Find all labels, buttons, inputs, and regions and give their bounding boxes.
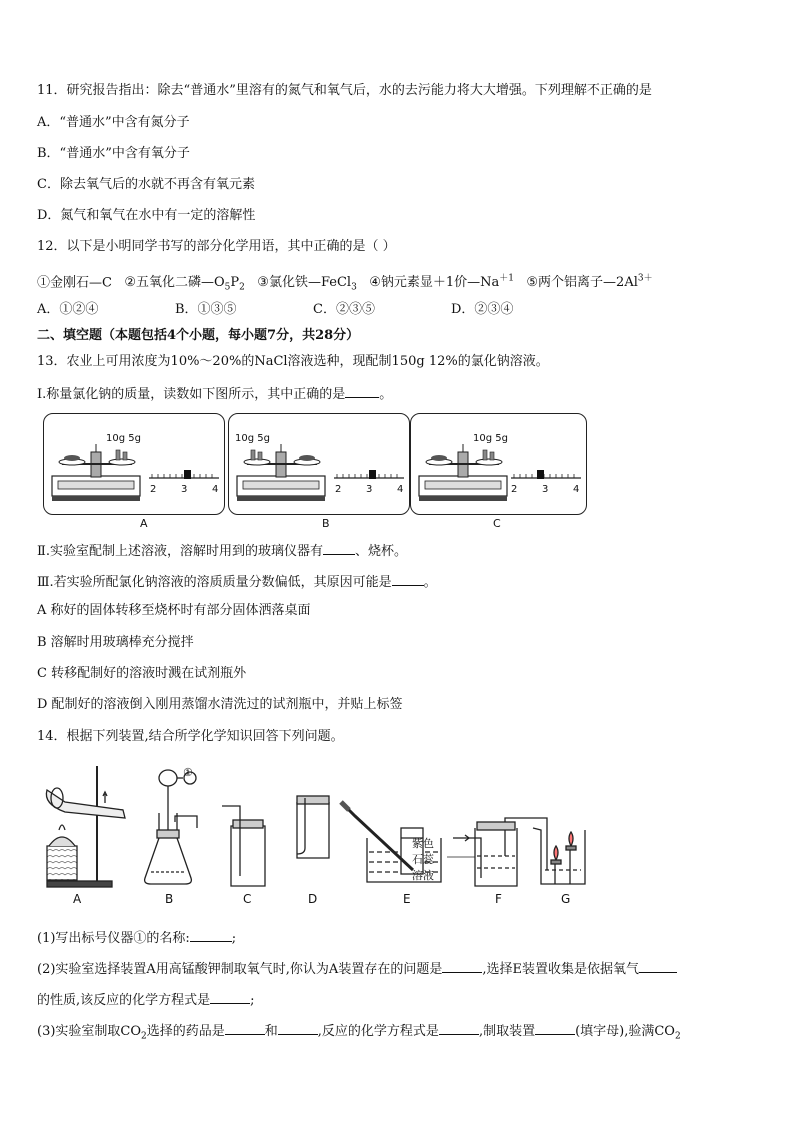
q12-item-4: ④钠元素显＋1价$—Na^{+1}$ xyxy=(369,274,514,291)
q13-part2: Ⅱ.实验室配制上述溶液，溶解时用到的玻璃仪器有 、烧杯。 xyxy=(37,541,407,561)
apparatus-a xyxy=(46,766,125,887)
tick-b-3: 3 xyxy=(366,484,373,495)
q13-stem: 13．农业上可用浓度为10%～20%的NaCl溶液选种，现配制150g 12%的氯化钠溶液。 xyxy=(37,354,549,369)
tick-b-2: 2 xyxy=(335,484,342,495)
panel-label-a: A xyxy=(140,517,148,530)
apparatus-label-e: E xyxy=(403,892,411,906)
apparatus-label-b: B xyxy=(165,892,174,906)
f-caption-3: 溶液 xyxy=(412,869,434,882)
q11-option-b: B．“普通水”中含有氧分子 xyxy=(37,146,190,161)
weights-label-a: 10g 5g xyxy=(106,433,141,444)
f-caption-2: 石蕊 xyxy=(412,853,434,866)
q11-stem: 11．研究报告指出：除去“普通水”里溶有的氮气和氧气后，水的去污能力将大大增强。下列理解不正确的是 xyxy=(37,83,652,98)
tick-b-4: 4 xyxy=(397,484,404,495)
q12-item-1: ①金刚石—C xyxy=(37,275,112,291)
apparatus-figure xyxy=(35,758,605,892)
apparatus-g xyxy=(533,828,585,884)
marker-1: ① xyxy=(183,766,193,779)
apparatus-label-g: G xyxy=(561,892,571,906)
apparatus-b xyxy=(145,770,197,884)
q12-option-a: A．①②④ xyxy=(37,302,99,317)
apparatus-label-d: D xyxy=(308,892,318,906)
q14-p3: (3)实验室制取$CO_2$选择的药品是 和 ,反应的化学方程式是 ,制取装置 (填字母),验满$CO_2$ xyxy=(37,1021,681,1046)
f-caption-1: 紫色 xyxy=(412,837,434,850)
q12-option-d: D．②③④ xyxy=(451,302,514,317)
q13-option-c: C 转移配制好的溶液时溅在试剂瓶外 xyxy=(37,666,247,681)
balance-figure xyxy=(43,413,593,533)
apparatus-label-a: A xyxy=(73,892,82,906)
q14-p2-line2: 的性质,该反应的化学方程式是 ; xyxy=(37,990,255,1010)
q12-options xyxy=(37,301,513,319)
tick-a-3: 3 xyxy=(181,484,188,495)
panel-label-b: B xyxy=(322,517,330,530)
q13-option-b: B 溶解时用玻璃棒充分搅拌 xyxy=(37,635,194,650)
q14-p2-line1: (2)实验室选择装置A用高锰酸钾制取氧气时,你认为A装置存在的问题是 ,选择E装置收集是依据氧气 xyxy=(37,959,677,979)
apparatus-c xyxy=(222,806,265,886)
q14-stem: 14．根据下列装置,结合所学化学知识回答下列问题。 xyxy=(37,729,344,744)
weights-label-b: 10g 5g xyxy=(235,433,270,444)
tick-c-3: 3 xyxy=(542,484,549,495)
balance-panel-b xyxy=(228,413,410,515)
q12-item-5: ⑤两个铝离子$—2Al^{3+}$ xyxy=(526,274,653,291)
balance-panel-c xyxy=(410,413,587,515)
tick-c-2: 2 xyxy=(511,484,518,495)
apparatus-label-c: C xyxy=(243,892,252,906)
q11-option-d: D．氮气和氧气在水中有一定的溶解性 xyxy=(37,208,256,223)
q12-item-3: ③氯化铁—FeCl$_3$ xyxy=(257,275,357,293)
balance-b-drawing xyxy=(229,414,409,514)
q13-option-a: A 称好的固体转移至烧杯时有部分固体洒落桌面 xyxy=(37,603,311,618)
tick-a-4: 4 xyxy=(212,484,219,495)
panel-label-c: C xyxy=(493,517,501,530)
q11-option-a: A．“普通水”中含有氮分子 xyxy=(37,115,190,130)
apparatus-label-f: F xyxy=(495,892,502,906)
q12-option-c: C．②③⑤ xyxy=(313,302,375,317)
weights-label-c: 10g 5g xyxy=(473,433,508,444)
balance-a-drawing xyxy=(44,414,224,514)
balance-c-drawing xyxy=(411,414,586,514)
section-heading: 二、填空题（本题包括4个小题，每小题7分，共28分） xyxy=(37,328,360,343)
apparatus-d xyxy=(297,796,329,858)
q12-option-b: B．①③⑤ xyxy=(175,302,237,317)
apparatus-f xyxy=(447,818,547,886)
tick-a-2: 2 xyxy=(150,484,157,495)
q13-part1: Ⅰ.称量氯化钠的质量，读数如下图所示，其中正确的是 。 xyxy=(37,384,392,404)
tick-c-4: 4 xyxy=(573,484,580,495)
q13-option-d: D 配制好的溶液倒入刚用蒸馏水清洗过的试剂瓶中，并贴上标签 xyxy=(37,697,403,712)
q12-items xyxy=(37,270,653,297)
q13-part3: Ⅲ.若实验所配氯化钠溶液的溶质质量分数偏低，其原因可能是 。 xyxy=(37,572,437,592)
q11-option-c: C．除去氧气后的水就不再含有氧元素 xyxy=(37,177,255,192)
q12-stem: 12．以下是小明同学书写的部分化学用语，其中正确的是（ ） xyxy=(37,239,396,254)
balance-panel-a xyxy=(43,413,225,515)
q12-item-2: ②五氧化二磷$—O_5P_2$ xyxy=(124,275,245,293)
q14-p1: (1)写出标号仪器①的名称: ; xyxy=(37,928,236,948)
